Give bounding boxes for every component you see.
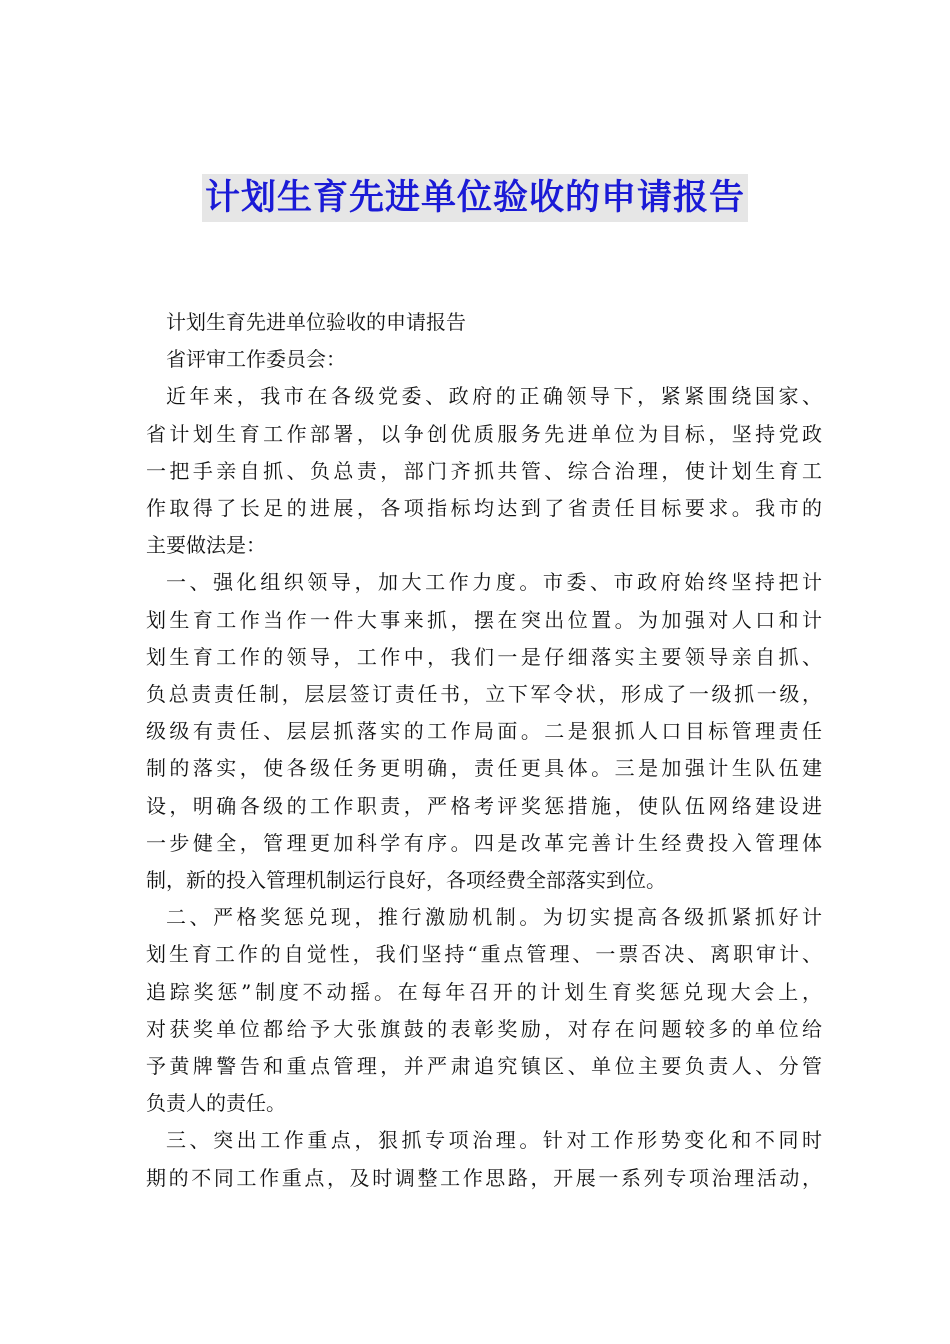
text-line: 一把手亲自抓、负总责，部门齐抓共管、综合治理，使计划生育工 bbox=[146, 458, 822, 483]
text-line: 对获奖单位都给予大张旗鼓的表彰奖励，对存在问题较多的单位给 bbox=[146, 1016, 822, 1041]
text-line: 制的落实，使各级任务更明确，责任更具体。三是加强计生队伍建 bbox=[146, 756, 822, 781]
document-title: 计划生育先进单位验收的申请报告 bbox=[202, 174, 748, 222]
text-line: 设，明确各级的工作职责，严格考评奖惩措施，使队伍网络建设进 bbox=[146, 793, 822, 818]
text-line: 作取得了长足的进展，各项指标均达到了省责任目标要求。我市的 bbox=[146, 496, 822, 521]
text-line: 一、强化组织领导，加大工作力度。市委、市政府始终坚持把计 bbox=[166, 570, 822, 595]
text-line: 主要做法是： bbox=[146, 533, 266, 558]
text-line: 划生育工作的领导，工作中，我们一是仔细落实主要领导亲自抓、 bbox=[146, 644, 822, 669]
text-line: 三、突出工作重点，狠抓专项治理。针对工作形势变化和不同时 bbox=[166, 1128, 822, 1153]
document-body bbox=[146, 304, 822, 1197]
title-container bbox=[0, 174, 950, 222]
text-line: 近年来，我市在各级党委、政府的正确领导下，紧紧围绕国家、 bbox=[166, 384, 822, 409]
text-line: 划生育工作当作一件大事来抓，摆在突出位置。为加强对人口和计 bbox=[146, 607, 822, 632]
text-line: 二、严格奖惩兑现，推行激励机制。为切实提高各级抓紧抓好计 bbox=[166, 905, 822, 930]
text-line: 省计划生育工作部署，以争创优质服务先进单位为目标，坚持党政 bbox=[146, 421, 822, 446]
text-line: 负责人的责任。 bbox=[146, 1091, 286, 1116]
text-line: 制，新的投入管理机制运行良好，各项经费全部落实到位。 bbox=[146, 868, 666, 893]
text-line: 予黄牌警告和重点管理，并严肃追究镇区、单位主要负责人、分管 bbox=[146, 1054, 822, 1079]
text-line: 计划生育先进单位验收的申请报告 bbox=[166, 310, 466, 334]
text-line: 追踪奖惩”制度不动摇。在每年召开的计划生育奖惩兑现大会上， bbox=[146, 979, 822, 1004]
text-line: 省评审工作委员会： bbox=[166, 347, 346, 372]
text-line: 级级有责任、层层抓落实的工作局面。二是狠抓人口目标管理责任 bbox=[146, 719, 822, 744]
text-line: 划生育工作的自觉性，我们坚持“重点管理、一票否决、离职审计、 bbox=[146, 942, 822, 967]
text-line: 一步健全，管理更加科学有序。四是改革完善计生经费投入管理体 bbox=[146, 830, 822, 855]
text-line: 负总责责任制，层层签订责任书，立下军令状，形成了一级抓一级， bbox=[146, 682, 822, 707]
text-line: 期的不同工作重点，及时调整工作思路，开展一系列专项治理活动， bbox=[146, 1165, 822, 1190]
